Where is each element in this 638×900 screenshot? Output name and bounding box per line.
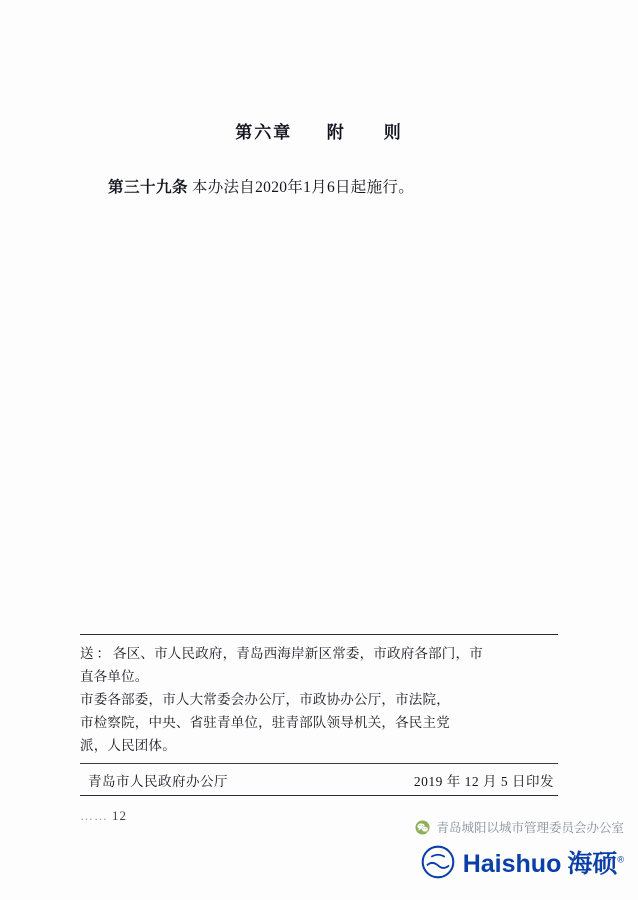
haishuo-logo-icon [421, 845, 455, 879]
page-number-value: 12 [112, 808, 127, 823]
brand-watermark [310, 818, 630, 896]
chapter-heading-suffix: 附 则 [326, 123, 403, 142]
distribution-block [80, 634, 558, 796]
registered-mark: ® [617, 854, 624, 865]
wechat-account-line [415, 818, 624, 836]
wechat-account-name: 青岛城阳以城市管理委员会办公室 [436, 821, 624, 835]
brand-name-en: Haishuo [462, 850, 562, 878]
distribution-line-1-text: 各区、市人民政府，青岛西海岸新区常委，市政府各部门，市 [113, 646, 483, 661]
distribution-body [80, 635, 558, 763]
distribution-bottom-rule [80, 795, 558, 796]
issuer-name: 青岛市人民政府办公厅 [88, 774, 228, 789]
issue-date: 2019 年 12 月 5 日印发 [413, 774, 554, 789]
brand-name [463, 844, 624, 880]
distribution-line-1 [80, 642, 558, 665]
distribution-footer [80, 764, 558, 795]
chapter-heading [0, 118, 638, 143]
page-number-dots: …… [80, 808, 108, 823]
distribution-line-3: 市委各部委，市人大常委会办公厅，市政协办公厅，市法院， [80, 692, 450, 707]
distribution-line-5: 派，人民团体。 [80, 738, 176, 753]
article-text: 本办法自2020年1月6日起施行。 [191, 179, 414, 196]
brand-logo [421, 844, 624, 880]
page-number [80, 808, 127, 824]
wechat-icon [415, 820, 430, 835]
distribution-label: 送： [80, 646, 113, 661]
article-paragraph [108, 175, 538, 201]
chapter-heading-prefix: 第六章 [235, 123, 293, 142]
brand-name-cn: 海硕 [567, 850, 618, 878]
article-number: 第三十九条 [108, 179, 189, 196]
distribution-line-2: 直各单位。 [80, 669, 149, 684]
distribution-line-4: 市检察院，中央、省驻青单位，驻青部队领导机关，各民主党 [80, 715, 450, 730]
